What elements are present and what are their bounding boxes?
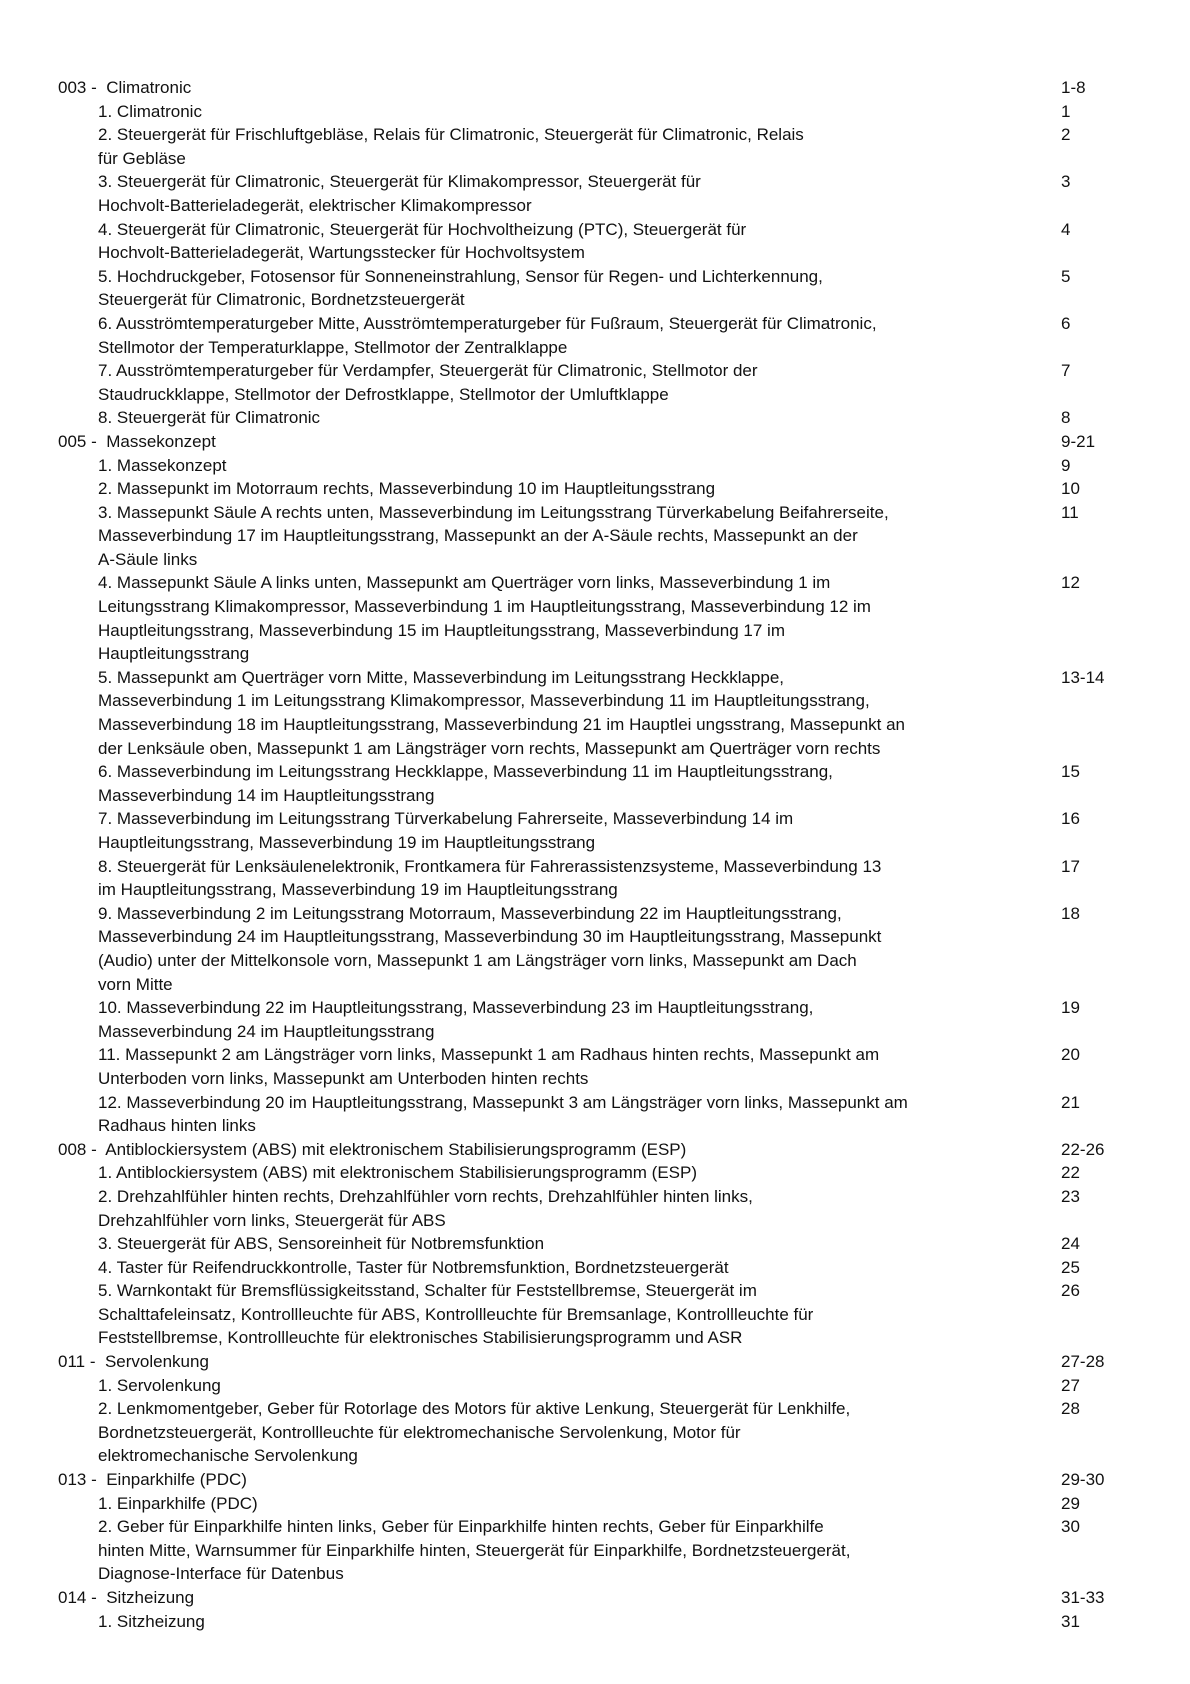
entry-line: Leitungsstrang Klimakompressor, Masseverbindung 1 im Hauptleitungsstrang, Masseverbindung 12 im bbox=[98, 597, 871, 617]
section-code: 008 - bbox=[58, 1139, 97, 1159]
entry-line: der Lenksäule oben, Massepunkt 1 am Längsträger vorn rechts, Massepunkt am Querträger vorn rechts bbox=[98, 738, 881, 758]
section-code: 005 - bbox=[58, 431, 97, 451]
entry-number: 3. bbox=[98, 502, 113, 522]
entry-page: 12 bbox=[1061, 573, 1080, 593]
entry-page: 8 bbox=[1061, 408, 1071, 428]
entry-line: Hauptleitungsstrang, Masseverbindung 15 im Hauptleitungsstrang, Masseverbindung 17 im bbox=[98, 620, 785, 640]
toc-entry-text bbox=[98, 571, 1093, 665]
toc-entry[interactable] bbox=[58, 666, 1118, 760]
toc-entry-text bbox=[98, 170, 1093, 217]
toc-entry[interactable] bbox=[58, 1232, 1118, 1256]
entry-page: 7 bbox=[1061, 361, 1071, 381]
toc-entry[interactable] bbox=[58, 454, 1118, 478]
toc-entry-text bbox=[98, 477, 1093, 501]
section-page-range: 29-30 bbox=[1061, 1470, 1105, 1490]
section-title-text: Massekonzept bbox=[106, 431, 216, 451]
entry-number: 2. bbox=[98, 1517, 113, 1537]
entry-line: vorn Mitte bbox=[98, 974, 173, 994]
toc-entry-text bbox=[98, 454, 1093, 478]
entry-line: Taster für Reifendruckkontrolle, Taster für Notbremsfunktion, Bordnetzsteuergerät bbox=[116, 1257, 729, 1277]
toc-entry-text bbox=[98, 1397, 1093, 1468]
entry-line: Masseverbindung 14 im Hauptleitungsstrang bbox=[98, 785, 435, 805]
entry-line: Bordnetzsteuergerät, Kontrollleuchte für elektromechanische Servolenkung, Motor für bbox=[98, 1422, 741, 1442]
entry-line: Masseverbindung 24 im Hauptleitungsstrang, Masseverbindung 30 im Hauptleitungsstrang, Massepunkt bbox=[98, 927, 882, 947]
entry-number: 5. bbox=[98, 1281, 113, 1301]
entry-line: Steuergerät für Climatronic, Steuergerät für Klimakompressor, Steuergerät für bbox=[116, 172, 701, 192]
toc-entry-text bbox=[98, 218, 1093, 265]
entry-page: 21 bbox=[1061, 1092, 1080, 1112]
entry-line: im Hauptleitungsstrang, Masseverbindung 19 im Hauptleitungsstrang bbox=[98, 880, 618, 900]
entry-line: Masseverbindung im Leitungsstrang Türverkabelung Fahrerseite, Masseverbindung 14 im bbox=[116, 809, 794, 829]
entry-line: Sitzheizung bbox=[116, 1611, 205, 1631]
entry-line: Feststellbremse, Kontrollleuchte für elektronisches Stabilisierungsprogramm und ASR bbox=[98, 1328, 743, 1348]
entry-page: 26 bbox=[1061, 1281, 1080, 1301]
entry-line: Steuergerät für Climatronic, Bordnetzsteuergerät bbox=[98, 290, 465, 310]
toc-entry-text bbox=[98, 1185, 1093, 1232]
entry-line: elektromechanische Servolenkung bbox=[98, 1446, 358, 1466]
entry-page: 20 bbox=[1061, 1045, 1080, 1065]
section-code: 014 - bbox=[58, 1588, 97, 1607]
entry-number: 9. bbox=[98, 903, 113, 923]
toc-entry-text bbox=[98, 902, 1093, 996]
section-title-text: Antiblockiersystem (ABS) mit elektronischem Stabilisierungsprogramm (ESP) bbox=[105, 1139, 687, 1159]
toc-entry[interactable] bbox=[58, 855, 1118, 902]
entry-page: 13-14 bbox=[1061, 667, 1105, 687]
entry-page: 6 bbox=[1061, 313, 1071, 333]
entry-number: 1. bbox=[98, 1611, 113, 1631]
entry-number: 6. bbox=[98, 762, 113, 782]
entry-line: Masseverbindung 22 im Hauptleitungsstrang, Masseverbindung 23 im Hauptleitungsstrang, bbox=[126, 998, 814, 1018]
entry-number: 11. bbox=[98, 1045, 121, 1065]
entry-page: 17 bbox=[1061, 856, 1080, 876]
section-title bbox=[58, 1468, 247, 1492]
toc-entry-text bbox=[98, 1374, 1093, 1398]
toc-entry-text bbox=[98, 1610, 1093, 1634]
entry-line: Lenkmomentgeber, Geber für Rotorlage des Motors für aktive Lenkung, Steuergerät für Lenkhilfe, bbox=[116, 1399, 851, 1419]
entry-line: Drehzahlfühler vorn links, Steuergerät für ABS bbox=[98, 1210, 446, 1230]
entry-page: 16 bbox=[1061, 809, 1080, 829]
entry-page: 29 bbox=[1061, 1493, 1080, 1513]
section-title-text: Servolenkung bbox=[104, 1352, 209, 1372]
toc-entry[interactable] bbox=[58, 1374, 1118, 1398]
entry-line: Masseverbindung 20 im Hauptleitungsstrang, Massepunkt 3 am Längsträger vorn links, Massepunkt am bbox=[126, 1092, 908, 1112]
section-heading[interactable] bbox=[58, 1468, 1118, 1492]
section-heading[interactable] bbox=[58, 76, 1118, 100]
entry-number: 1. bbox=[98, 1375, 113, 1395]
entry-line: Staudruckklappe, Stellmotor der Defrostklappe, Stellmotor der Umluftklappe bbox=[98, 384, 669, 404]
entry-line: Masseverbindung 18 im Hauptleitungsstrang, Masseverbindung 21 im Hauptlei ungsstrang, Massepunkt an bbox=[98, 715, 906, 735]
toc-entry[interactable] bbox=[58, 1091, 1118, 1138]
entry-number: 2. bbox=[98, 1399, 113, 1419]
entry-page: 25 bbox=[1061, 1257, 1080, 1277]
entry-page: 18 bbox=[1061, 903, 1080, 923]
toc-entry-text bbox=[98, 996, 1093, 1043]
toc-entry-text bbox=[98, 1161, 1093, 1185]
entry-page: 9 bbox=[1061, 455, 1071, 475]
entry-line: hinten Mitte, Warnsummer für Einparkhilfe hinten, Steuergerät für Einparkhilfe, Bordnetzsteuergerät, bbox=[98, 1540, 851, 1560]
entry-line: Hochdruckgeber, Fotosensor für Sonneneinstrahlung, Sensor für Regen- und Lichterkennung, bbox=[116, 266, 823, 286]
section-title bbox=[58, 76, 191, 100]
entry-line: Masseverbindung 2 im Leitungsstrang Motorraum, Masseverbindung 22 im Hauptleitungsstrang, bbox=[116, 903, 842, 923]
entry-number: 2. bbox=[98, 479, 113, 499]
entry-page: 22 bbox=[1061, 1163, 1080, 1183]
entry-number: 10. bbox=[98, 998, 122, 1018]
entry-line: Schalttafeleinsatz, Kontrollleuchte für ABS, Kontrollleuchte für Bremsanlage, Kontrollleuchte für bbox=[98, 1304, 814, 1324]
entry-line: Antiblockiersystem (ABS) mit elektronischem Stabilisierungsprogramm (ESP) bbox=[115, 1163, 697, 1183]
section-heading[interactable] bbox=[58, 1586, 1118, 1610]
toc-entry[interactable] bbox=[58, 359, 1118, 406]
toc-entry[interactable] bbox=[58, 1185, 1118, 1232]
toc-entry-text bbox=[98, 312, 1093, 359]
section-page-range: 1-8 bbox=[1061, 78, 1086, 97]
section-page-range: 31-33 bbox=[1061, 1588, 1105, 1607]
toc-entry[interactable] bbox=[58, 406, 1118, 430]
entry-line: Servolenkung bbox=[116, 1375, 221, 1395]
entry-line: Masseverbindung 24 im Hauptleitungsstrang bbox=[98, 1021, 435, 1041]
toc-entry-text bbox=[98, 1492, 1093, 1516]
entry-page: 19 bbox=[1061, 998, 1080, 1018]
entry-line: Hochvolt-Batterieladegerät, elektrischer Klimakompressor bbox=[98, 195, 532, 215]
entry-number: 3. bbox=[98, 1234, 113, 1254]
toc-entry-text bbox=[98, 1256, 1093, 1280]
toc-entry-text bbox=[98, 406, 1093, 430]
entry-page: 23 bbox=[1061, 1186, 1080, 1206]
entry-page: 4 bbox=[1061, 219, 1071, 239]
entry-line: Steuergerät für Climatronic, Steuergerät für Hochvoltheizung (PTC), Steuergerät für bbox=[116, 219, 747, 239]
toc-entry[interactable] bbox=[58, 123, 1118, 170]
toc-entry-text bbox=[98, 1091, 1093, 1138]
entry-line: Massepunkt am Querträger vorn Mitte, Masseverbindung im Leitungsstrang Heckklappe, bbox=[116, 667, 785, 687]
entry-line: Warnkontakt für Bremsflüssigkeitsstand, Schalter für Feststellbremse, Steuergerät im bbox=[116, 1281, 757, 1301]
toc-entry-text bbox=[98, 501, 1093, 572]
entry-number: 12. bbox=[98, 1092, 122, 1112]
toc-entry[interactable] bbox=[58, 218, 1118, 265]
toc-entry[interactable] bbox=[58, 100, 1118, 124]
entry-line: Steuergerät für ABS, Sensoreinheit für Notbremsfunktion bbox=[116, 1234, 545, 1254]
entry-line: Radhaus hinten links bbox=[98, 1116, 256, 1136]
entry-page: 24 bbox=[1061, 1234, 1080, 1254]
entry-number: 4. bbox=[98, 573, 113, 593]
toc-entry[interactable] bbox=[58, 265, 1118, 312]
toc-entry-text bbox=[98, 359, 1093, 406]
section-title-text: Sitzheizung bbox=[106, 1588, 195, 1607]
section-code: 003 - bbox=[58, 78, 97, 97]
toc-entry-text bbox=[98, 265, 1093, 312]
entry-number: 2. bbox=[98, 1186, 113, 1206]
entry-line: (Audio) unter der Mittelkonsole vorn, Massepunkt 1 am Längsträger vorn links, Massepunkt am Dach bbox=[98, 950, 857, 970]
entry-line: Ausströmtemperaturgeber für Verdampfer, Steuergerät für Climatronic, Stellmotor der bbox=[115, 361, 758, 381]
entry-page: 3 bbox=[1061, 172, 1071, 192]
entry-line: Unterboden vorn links, Massepunkt am Unterboden hinten rechts bbox=[98, 1068, 589, 1088]
toc-entry[interactable] bbox=[58, 312, 1118, 359]
entry-line: Masseverbindung 17 im Hauptleitungsstrang, Massepunkt an der A-Säule rechts, Massepunkt an der bbox=[98, 526, 858, 546]
entry-number: 5. bbox=[98, 667, 113, 687]
entry-line: Massepunkt 2 am Längsträger vorn links, Massepunkt 1 am Radhaus hinten rechts, Massepunkt am bbox=[125, 1045, 880, 1065]
entry-number: 2. bbox=[98, 125, 113, 145]
entry-number: 8. bbox=[98, 408, 113, 428]
toc-entry[interactable] bbox=[58, 996, 1118, 1043]
toc-entry-text bbox=[98, 1043, 1093, 1090]
section-heading[interactable] bbox=[58, 430, 1118, 454]
table-of-contents bbox=[58, 76, 1118, 1648]
entry-number: 7. bbox=[98, 809, 113, 829]
entry-line: Hauptleitungsstrang, Masseverbindung 19 im Hauptleitungsstrang bbox=[98, 833, 596, 852]
entry-line: Diagnose-Interface für Datenbus bbox=[98, 1564, 344, 1584]
toc-entry-text bbox=[98, 855, 1093, 902]
entry-number: 1. bbox=[98, 1163, 113, 1183]
section-page-range: 22-26 bbox=[1061, 1139, 1105, 1159]
toc-entry-text bbox=[98, 1279, 1093, 1350]
entry-number: 1. bbox=[98, 1493, 113, 1513]
entry-line: A-Säule links bbox=[98, 549, 198, 569]
section-title-text: Climatronic bbox=[106, 78, 192, 97]
section-page-range: 9-21 bbox=[1061, 431, 1096, 451]
section-code: 013 - bbox=[58, 1470, 97, 1490]
entry-number: 3. bbox=[98, 172, 113, 192]
entry-number: 1. bbox=[98, 455, 113, 475]
section-heading[interactable] bbox=[58, 1350, 1118, 1374]
entry-page: 15 bbox=[1061, 762, 1080, 782]
toc-entry[interactable] bbox=[58, 1161, 1118, 1185]
section-heading[interactable] bbox=[58, 1138, 1118, 1162]
toc-entry[interactable] bbox=[58, 760, 1118, 807]
toc-entry[interactable] bbox=[58, 1279, 1118, 1350]
toc-entry[interactable] bbox=[58, 807, 1118, 854]
toc-entry-text bbox=[98, 1232, 1093, 1256]
entry-number: 6. bbox=[98, 313, 113, 333]
entry-line: Masseverbindung im Leitungsstrang Heckklappe, Masseverbindung 11 im Hauptleitungsstrang, bbox=[116, 762, 833, 782]
toc-entry[interactable] bbox=[58, 902, 1118, 996]
entry-line: Einparkhilfe (PDC) bbox=[116, 1493, 258, 1513]
entry-line: Steuergerät für Climatronic bbox=[116, 408, 321, 428]
toc-entry[interactable] bbox=[58, 1256, 1118, 1280]
toc-entry[interactable] bbox=[58, 1492, 1118, 1516]
toc-entry-text bbox=[98, 760, 1093, 807]
toc-entry-text bbox=[98, 100, 1093, 124]
entry-page: 2 bbox=[1061, 125, 1071, 145]
toc-entry-text bbox=[98, 666, 1093, 760]
entry-line: für Gebläse bbox=[98, 148, 186, 168]
toc-entry[interactable] bbox=[58, 477, 1118, 501]
entry-page: 30 bbox=[1061, 1517, 1080, 1537]
entry-line: Steuergerät für Lenksäulenelektronik, Frontkamera für Fahrerassistenzsysteme, Masseverbindung 13 bbox=[116, 856, 882, 876]
entry-number: 4. bbox=[98, 1257, 113, 1277]
entry-page: 27 bbox=[1061, 1375, 1080, 1395]
toc-entry[interactable] bbox=[58, 170, 1118, 217]
toc-entry[interactable] bbox=[58, 501, 1118, 572]
section-title bbox=[58, 1138, 686, 1162]
toc-entry[interactable] bbox=[58, 1397, 1118, 1468]
entry-line: Climatronic bbox=[116, 101, 202, 121]
entry-line: Massekonzept bbox=[116, 455, 227, 475]
entry-line: Masseverbindung 1 im Leitungsstrang Klimakompressor, Masseverbindung 11 im Hauptleitungsstrang, bbox=[98, 691, 870, 711]
entry-number: 1. bbox=[98, 101, 113, 121]
entry-line: Massepunkt im Motorraum rechts, Masseverbindung 10 im Hauptleitungsstrang bbox=[116, 479, 716, 499]
section-title bbox=[58, 1586, 194, 1610]
section-page-range: 27-28 bbox=[1061, 1352, 1105, 1372]
toc-entry[interactable] bbox=[58, 1610, 1118, 1634]
entry-number: 5. bbox=[98, 266, 113, 286]
entry-number: 8. bbox=[98, 856, 113, 876]
entry-line: Steuergerät für Frischluftgebläse, Relais für Climatronic, Steuergerät für Climatronic, Relais bbox=[116, 125, 804, 145]
entry-page: 10 bbox=[1061, 479, 1080, 499]
entry-line: Ausströmtemperaturgeber Mitte, Ausströmtemperaturgeber für Fußraum, Steuergerät für Climatronic, bbox=[115, 313, 877, 333]
entry-line: Massepunkt Säule A links unten, Massepunkt am Querträger vorn links, Masseverbindung 1 im bbox=[116, 573, 831, 593]
toc-entry-text bbox=[98, 123, 1093, 170]
toc-entry[interactable] bbox=[58, 1515, 1118, 1586]
section-title bbox=[58, 1350, 209, 1374]
entry-page: 28 bbox=[1061, 1399, 1080, 1419]
entry-line: Drehzahlfühler hinten rechts, Drehzahlfühler vorn rechts, Drehzahlfühler hinten links, bbox=[116, 1186, 753, 1206]
entry-line: Geber für Einparkhilfe hinten links, Geber für Einparkhilfe hinten rechts, Geber für Einparkhilfe bbox=[116, 1517, 824, 1537]
entry-page: 31 bbox=[1061, 1611, 1080, 1631]
entry-line: Hauptleitungsstrang bbox=[98, 644, 250, 664]
toc-entry[interactable] bbox=[58, 1043, 1118, 1090]
entry-page: 11 bbox=[1061, 502, 1079, 522]
section-title bbox=[58, 430, 216, 454]
entry-page: 1 bbox=[1061, 101, 1071, 121]
toc-entry-text bbox=[98, 807, 1093, 854]
entry-line: Hochvolt-Batterieladegerät, Wartungsstecker für Hochvoltsystem bbox=[98, 243, 585, 263]
entry-number: 4. bbox=[98, 219, 113, 239]
toc-entry[interactable] bbox=[58, 571, 1118, 665]
entry-page: 5 bbox=[1061, 266, 1071, 286]
section-title-text: Einparkhilfe (PDC) bbox=[106, 1470, 247, 1490]
entry-line: Massepunkt Säule A rechts unten, Masseverbindung im Leitungsstrang Türverkabelung Beifahrerseite, bbox=[116, 502, 889, 522]
entry-line: Stellmotor der Temperaturklappe, Stellmotor der Zentralklappe bbox=[98, 337, 568, 357]
section-code: 011 - bbox=[58, 1352, 96, 1372]
entry-number: 7. bbox=[98, 361, 113, 381]
toc-entry-text bbox=[98, 1515, 1093, 1586]
